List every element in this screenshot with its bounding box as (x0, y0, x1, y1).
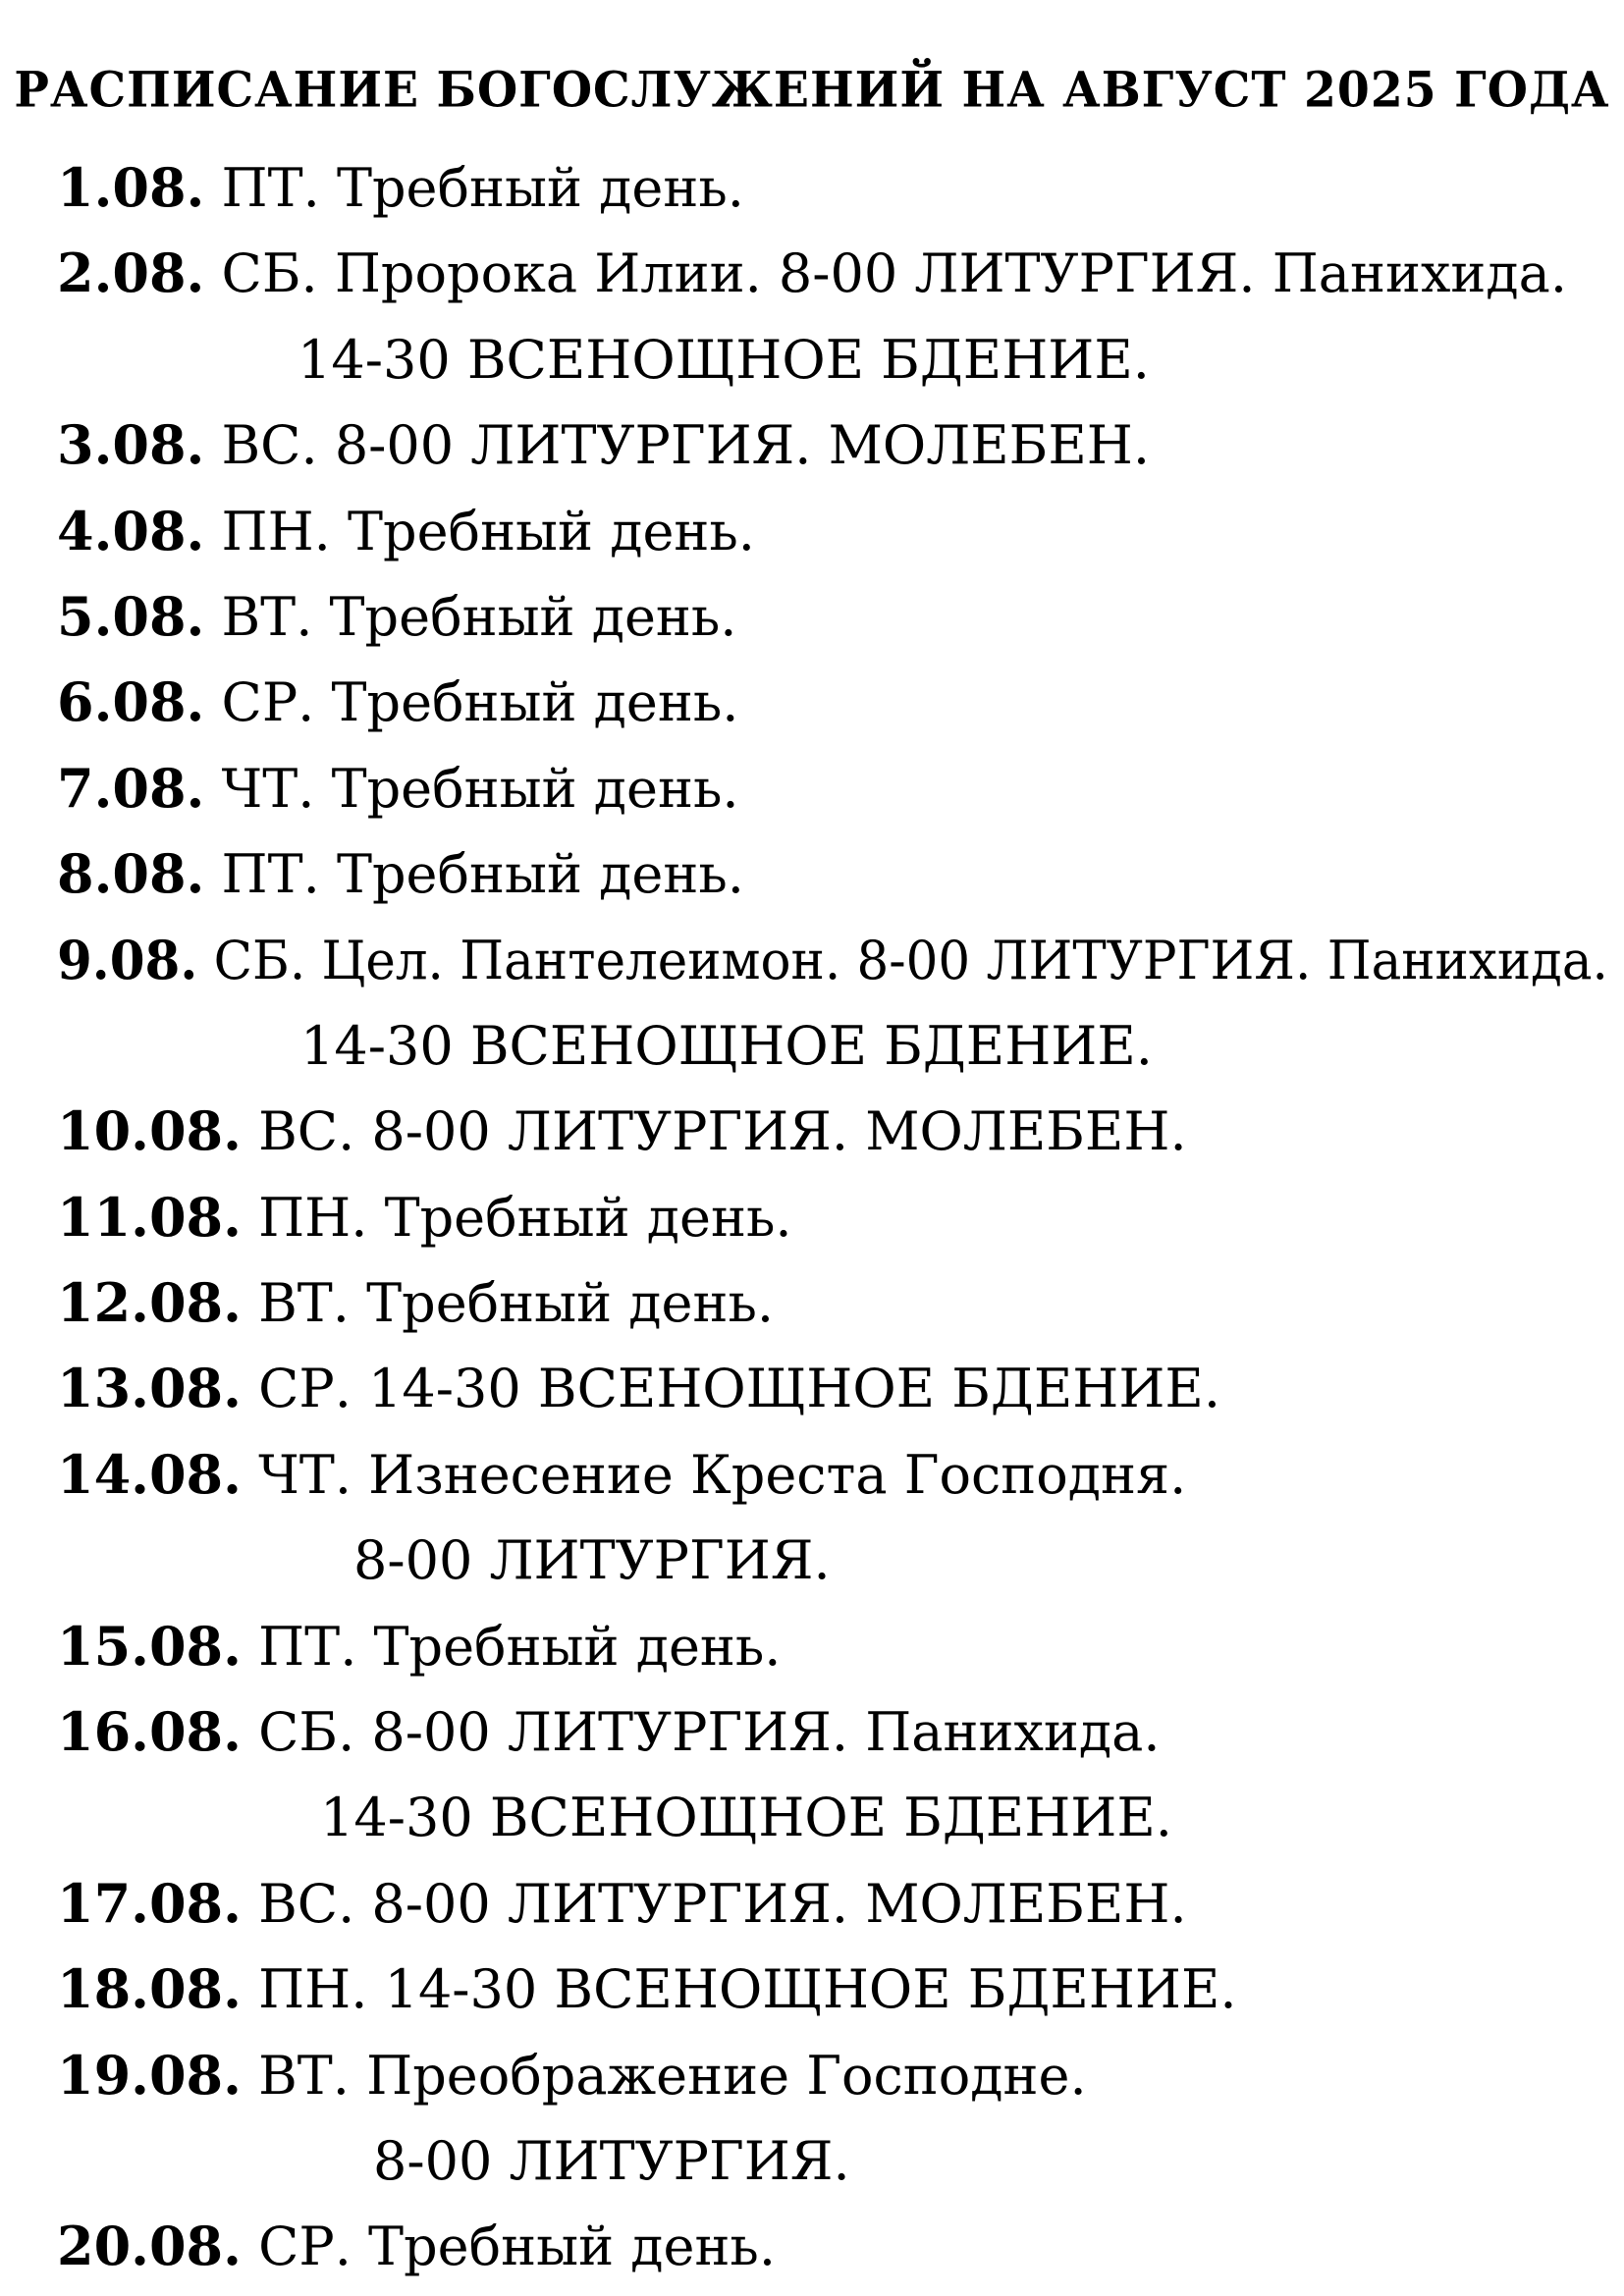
entry-date: 7.08. (57, 756, 205, 820)
schedule-entry (57, 2204, 1608, 2289)
entry-text: 14-30 ВСЕНОЩНОЕ БДЕНИЕ. (300, 1014, 1153, 1077)
entry-text: ЧТ. Требный день. (221, 757, 739, 820)
entry-text: ПН. Требный день. (258, 1186, 792, 1249)
schedule-entry-continuation (57, 317, 1608, 402)
entry-text: ПТ. Требный день. (221, 843, 744, 906)
entry-date: 4.08. (57, 499, 205, 562)
schedule-entry (57, 1089, 1608, 1174)
entry-text: СБ. Пророка Илии. 8-00 ЛИТУРГИЯ. Панихида. (221, 242, 1568, 305)
entry-date: 14.08. (57, 1442, 242, 1506)
entry-date: 18.08. (57, 1957, 242, 2021)
entry-date: 13.08. (57, 1357, 242, 1420)
schedule-entry-continuation (57, 1518, 1608, 1603)
entry-text: СБ. 8-00 ЛИТУРГИЯ. Панихида. (258, 1701, 1161, 1764)
entry-text: СР. 14-30 ВСЕНОЩНОЕ БДЕНИЕ. (258, 1358, 1221, 1420)
schedule-entry (57, 1346, 1608, 1431)
schedule-entry (57, 489, 1608, 574)
schedule-entry-continuation (57, 1775, 1608, 1860)
entry-date: 9.08. (57, 928, 198, 991)
entry-date: 16.08. (57, 1700, 242, 1764)
schedule-entry (57, 402, 1608, 488)
schedule-entry (57, 1260, 1608, 1346)
entry-text: ПН. 14-30 ВСЕНОЩНОЕ БДЕНИЕ. (258, 1958, 1237, 2021)
entry-text: ВТ. Требный день. (221, 585, 737, 648)
entry-text: СБ. Цел. Пантелеимон. 8-00 ЛИТУРГИЯ. Панихида. (213, 929, 1608, 991)
entry-date: 20.08. (57, 2215, 242, 2278)
schedule-entry (57, 1689, 1608, 1775)
schedule-entry (57, 231, 1608, 316)
schedule-entry (57, 1175, 1608, 1260)
entry-text: 8-00 ЛИТУРГИЯ. (353, 1529, 831, 1592)
schedule-entry (57, 1947, 1608, 2032)
entry-date: 8.08. (57, 842, 205, 906)
entry-date: 1.08. (57, 156, 205, 219)
schedule-list (57, 145, 1608, 2290)
entry-text: ВС. 8-00 ЛИТУРГИЯ. МОЛЕБЕН. (221, 414, 1151, 477)
entry-text: ПН. Требный день. (221, 500, 755, 562)
page-title: РАСПИСАНИЕ БОГОСЛУЖЕНИЙ НА АВГУСТ 2025 ГОДА (14, 62, 1610, 120)
schedule-entry (57, 1861, 1608, 1947)
entry-text: 8-00 ЛИТУРГИЯ. (373, 2129, 850, 2192)
entry-date: 17.08. (57, 1871, 242, 1935)
schedule-entry (57, 918, 1608, 1003)
entry-text: ПТ. Требный день. (221, 157, 744, 219)
entry-date: 6.08. (57, 670, 205, 734)
schedule-entry (57, 145, 1608, 231)
schedule-entry (57, 574, 1608, 660)
entry-text: ПТ. Требный день. (258, 1615, 782, 1678)
entry-text: СР. Требный день. (221, 671, 739, 734)
entry-text: ВС. 8-00 ЛИТУРГИЯ. МОЛЕБЕН. (258, 1100, 1187, 1163)
entry-date: 15.08. (57, 1614, 242, 1678)
entry-date: 11.08. (57, 1185, 242, 1249)
schedule-entry (57, 1604, 1608, 1689)
entry-date: 10.08. (57, 1099, 242, 1163)
entry-text: 14-30 ВСЕНОЩНОЕ БДЕНИЕ. (320, 1787, 1172, 1849)
entry-date: 3.08. (57, 413, 205, 477)
schedule-entry (57, 2033, 1608, 2118)
entry-date: 19.08. (57, 2043, 242, 2107)
entry-date: 12.08. (57, 1271, 242, 1335)
entry-text: 14-30 ВСЕНОЩНОЕ БДЕНИЕ. (298, 328, 1150, 391)
entry-text: ВТ. Требный день. (258, 1272, 775, 1335)
schedule-entry (57, 660, 1608, 745)
schedule-entry-continuation (57, 1003, 1608, 1089)
schedule-entry (57, 746, 1608, 831)
entry-date: 2.08. (57, 241, 205, 305)
entry-text: СР. Требный день. (258, 2216, 776, 2278)
schedule-entry-continuation (57, 2118, 1608, 2204)
entry-text: ВТ. Преображение Господне. (258, 2044, 1087, 2107)
entry-date: 5.08. (57, 584, 205, 648)
schedule-entry (57, 831, 1608, 917)
entry-text: ВС. 8-00 ЛИТУРГИЯ. МОЛЕБЕН. (258, 1872, 1187, 1935)
entry-text: ЧТ. Изнесение Креста Господня. (258, 1443, 1187, 1506)
schedule-entry (57, 1432, 1608, 1518)
